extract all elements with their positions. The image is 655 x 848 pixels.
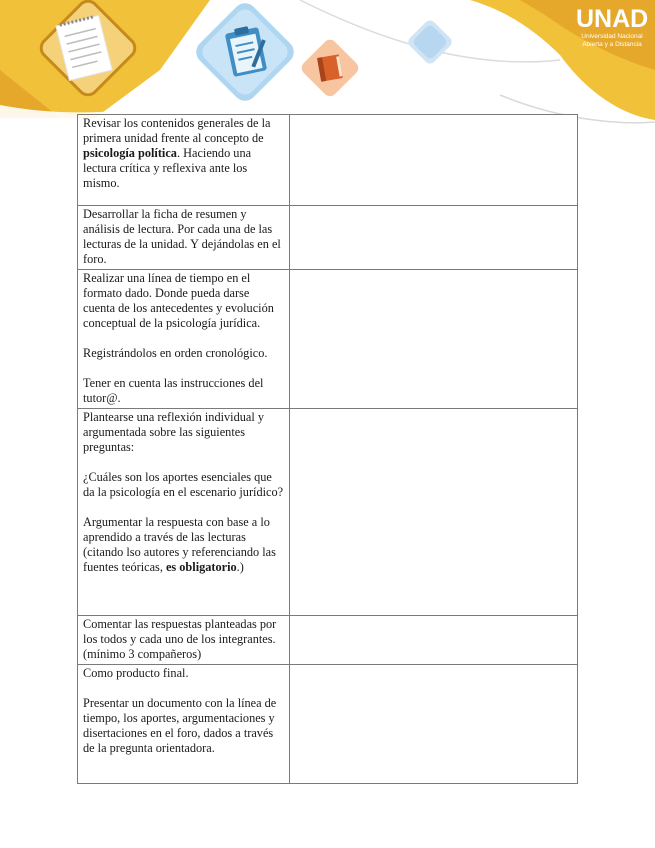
answer-cell[interactable] (290, 206, 578, 270)
activity-text: . Haciendo una lectura crítica y reflexiva ante los mismo. (83, 146, 252, 190)
answer-cell[interactable] (290, 115, 578, 206)
activity-text: Como producto final. (83, 666, 189, 680)
activity-text: Revisar los contenidos generales de la primera unidad frente al concepto de (83, 116, 271, 145)
small-blue-tile-icon (406, 18, 454, 66)
activity-text: Registrándolos en orden cronológico. (83, 346, 268, 360)
book-icon (317, 54, 343, 81)
activity-paragraph (83, 617, 284, 662)
activities-table (77, 114, 578, 784)
emphasis-text: es obligatorio (165, 560, 237, 574)
unad-logo-line-1: Universidad Nacional (581, 33, 643, 40)
activity-cell (78, 665, 290, 784)
answer-cell[interactable] (290, 270, 578, 409)
activity-text: Realizar una línea de tiempo en el formato dado. Donde pueda darse cuenta de los antecedentes y evolución conceptual de la psicología jurídica. (83, 271, 274, 330)
activity-paragraph (83, 696, 284, 756)
answer-cell[interactable] (290, 665, 578, 784)
answer-cell[interactable] (290, 409, 578, 616)
activity-cell (78, 409, 290, 616)
activity-cell (78, 115, 290, 206)
activity-text: Plantearse una reflexión individual y argumentada sobre las siguientes preguntas: (83, 410, 264, 454)
table-row (78, 115, 578, 206)
activity-paragraph (83, 376, 284, 406)
activity-text: .) (236, 560, 244, 574)
activity-paragraph (83, 116, 284, 191)
emphasis-text: psicología política (83, 146, 177, 160)
activity-cell (78, 616, 290, 665)
answer-cell[interactable] (290, 616, 578, 665)
activity-cell (78, 270, 290, 409)
unad-logo-mark: UNAD (576, 5, 649, 33)
table-row (78, 616, 578, 665)
activity-paragraph (83, 207, 284, 267)
activity-paragraph (83, 515, 284, 575)
activity-text: Desarrollar la ficha de resumen y análisis de lectura. Por cada una de las lecturas de la unidad. Y dejándolas en el foro. (83, 207, 281, 266)
activity-cell (78, 206, 290, 270)
activity-text: Argumentar la respuesta con base a lo aprendido a través de las lecturas (citando lso autores y referenciando las fuentes teóricas, (83, 515, 276, 574)
activity-paragraph (83, 470, 284, 500)
activity-paragraph (83, 271, 284, 331)
activity-text: ¿Cuáles son los aportes esenciales que da la psicología en el escenario jurídico? (83, 470, 284, 499)
activity-paragraph (83, 410, 284, 455)
activities-table-body (78, 115, 578, 784)
table-row (78, 206, 578, 270)
table-row (78, 409, 578, 616)
activity-text: Comentar las respuestas planteadas por los todos y cada uno de los integrantes. (mínimo 3 compañeros) (83, 617, 277, 661)
unad-logo (576, 6, 648, 62)
activity-text: Tener en cuenta las instrucciones del tutor@. (83, 376, 264, 405)
activity-text: Presentar un documento con la línea de tiempo, los aportes, argumentaciones y disertaciones en el foro, dados a través de la pregunta orientadora. (83, 696, 277, 755)
table-row (78, 665, 578, 784)
table-row (78, 270, 578, 409)
activity-paragraph (83, 346, 284, 361)
unad-logo-line-2: Abierta y a Distancia (582, 41, 642, 48)
activity-paragraph (83, 666, 284, 681)
